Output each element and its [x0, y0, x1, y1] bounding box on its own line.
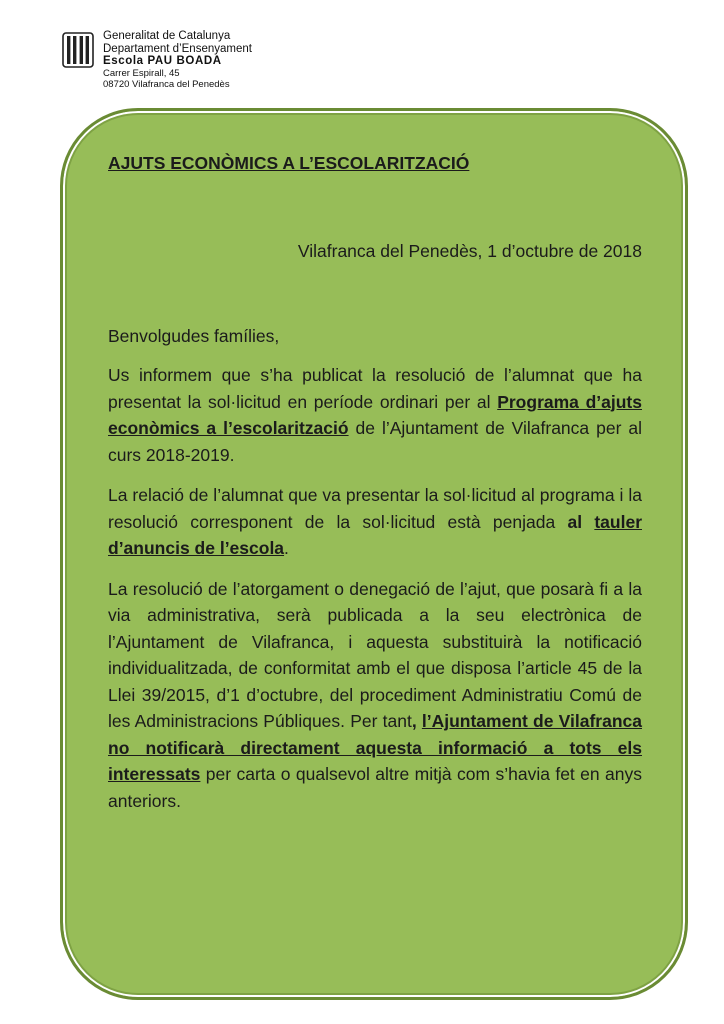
school-city: 08720 Vilafranca del Penedès	[103, 79, 230, 90]
paragraph-text: La resolució de l’atorgament o denegació de l’ajut, que posarà fi a la via administrativa, serà publicada a la seu electrònica de l’Ajuntament de Vilafranca, i aquesta substituirà la notificació individualitzada, de conformitat amb el que disposa l’article 45 de la Llei 39/2015, d’1 d’octubre, del procediment Administratiu Comú de les Administracions Públiques. Per tant	[108, 578, 642, 731]
letter-title: AJUTS ECONÒMICS A L’ESCOLARITZACIÓ	[108, 153, 470, 173]
letter-body	[108, 150, 642, 814]
paragraph-resolution	[108, 576, 642, 815]
paragraph-notice-board	[108, 482, 642, 562]
letterhead	[62, 30, 322, 100]
department-name: Departament d’Ensenyament	[103, 42, 252, 55]
catalan-flag-stripes-icon	[62, 32, 94, 68]
paragraph-text: Us informem que s’ha publicat la resolució de l’alumnat que ha presentat la sol·licitud en període ordinari per al	[108, 365, 642, 412]
paragraph-publication	[108, 362, 642, 468]
paragraph-text: .	[284, 538, 289, 558]
paragraph-text: per carta o qualsevol altre mitjà com s’havia fet en anys anteriors.	[108, 764, 642, 811]
no-notification-phrase: l’Ajuntament de Vilafranca no notificarà directament aquesta informació a tots els interessats	[108, 711, 642, 784]
emphasis-text: al	[567, 511, 595, 532]
school-name: Escola PAU BOADA	[103, 55, 222, 67]
program-name: Programa d’ajuts econòmics a l’escolarització	[108, 391, 642, 438]
paragraph-text: de l’Ajuntament de Vilafranca per al curs 2018-2019.	[108, 418, 642, 465]
school-street: Carrer Espirall, 45	[103, 67, 180, 79]
letterhead-text	[103, 30, 252, 91]
letter-date: Vilafranca del Penedès, 1 d’octubre de 2018	[297, 241, 642, 261]
notice-board-phrase: tauler d’anuncis de l’escola	[108, 511, 642, 558]
letter-greeting: Benvolgudes famílies,	[108, 325, 280, 346]
paragraph-text: La relació de l’alumnat que va presentar la sol·licitud al programa i la resolució corresponent de la sol·licitud està penjada	[108, 485, 642, 532]
government-name: Generalitat de Catalunya	[103, 30, 231, 42]
emphasis-text: ,	[411, 711, 422, 731]
